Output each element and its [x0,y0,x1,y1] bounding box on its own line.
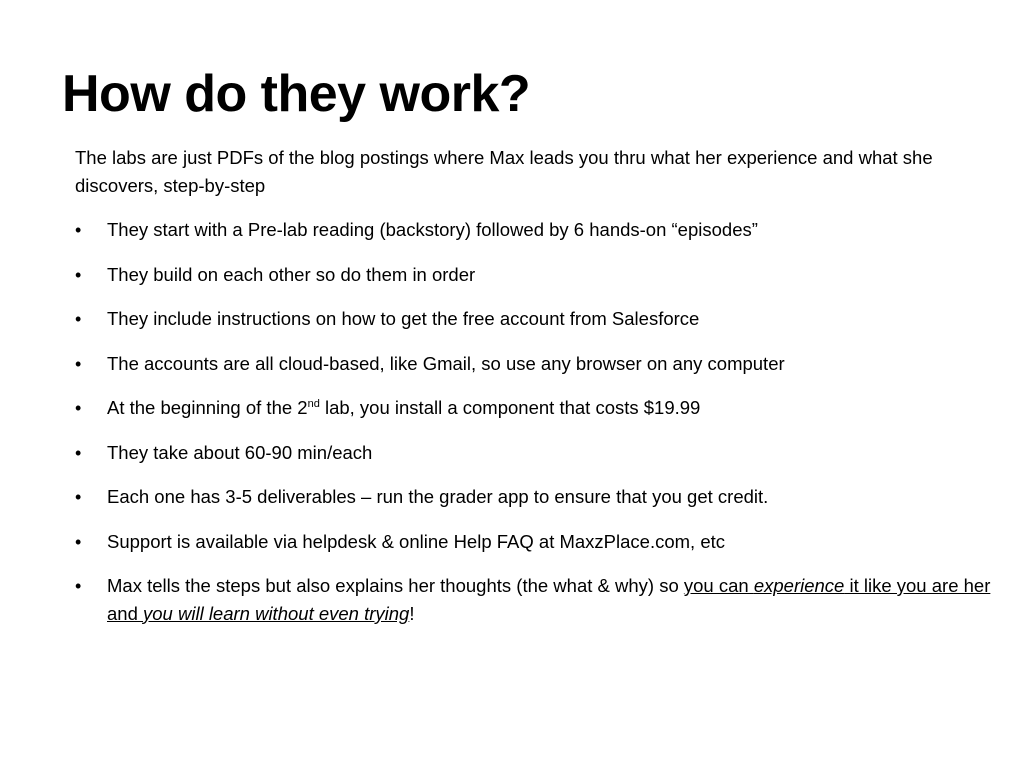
underlined-text: you can [683,575,754,596]
bullet-icon: • [75,442,82,463]
bullet-text: Support is available via helpdesk & online Help FAQ at MaxzPlace.com, etc [107,530,726,552]
bullet-text [107,575,990,624]
list-item [75,305,995,333]
bullet-icon: • [75,220,82,240]
bullet-text-part: Max tells the steps but also explains her thoughts (the what & why) so [107,575,684,596]
list-item [75,261,995,289]
list-item [75,394,995,422]
list-item [75,439,995,467]
list-item [75,216,995,244]
bullet-text: They start with a Pre-lab reading (backstory) followed by 6 hands-on “episodes” [107,219,758,240]
bullet-text: They include instructions on how to get the free account from Salesforce [107,308,700,329]
bullet-list [75,216,995,628]
bullet-text: Each one has 3-5 deliverables – run the grader app to ensure that you get credit. [107,486,769,507]
list-item [75,350,995,378]
bullet-icon: • [75,487,82,507]
bullet-icon: • [75,398,82,418]
bullet-icon: • [75,309,82,329]
bullet-text: They build on each other so do them in order [107,263,476,285]
intro-paragraph: The labs are just PDFs of the blog postings where Max leads you thru what her experience and what she discovers, step-by-step [75,147,933,196]
ordinal-suffix: nd [307,397,320,410]
bullet-text [107,397,700,418]
slide-body [75,144,995,645]
underlined-italic-text: experience [753,575,845,596]
bullet-text-part: At the beginning of the 2 [107,397,308,418]
bullet-text: The accounts are all cloud-based, like Gmail, so use any browser on any computer [107,352,785,374]
list-item [75,483,995,511]
bullet-text-part: lab, you install a component that costs $19.99 [319,397,701,418]
list-item [75,528,995,556]
underlined-italic-text: you will learn without even trying [143,603,410,624]
bullet-text-part: ! [409,603,415,624]
list-item [75,572,995,628]
bullet-text: They take about 60-90 min/each [107,441,373,463]
bullet-icon: • [75,264,82,285]
bullet-icon: • [75,353,82,374]
bullet-icon: • [75,576,82,596]
bullet-icon: • [75,531,82,552]
underlined-text: it like you are her and [107,575,991,624]
slide-title: How do they work? [62,65,531,123]
